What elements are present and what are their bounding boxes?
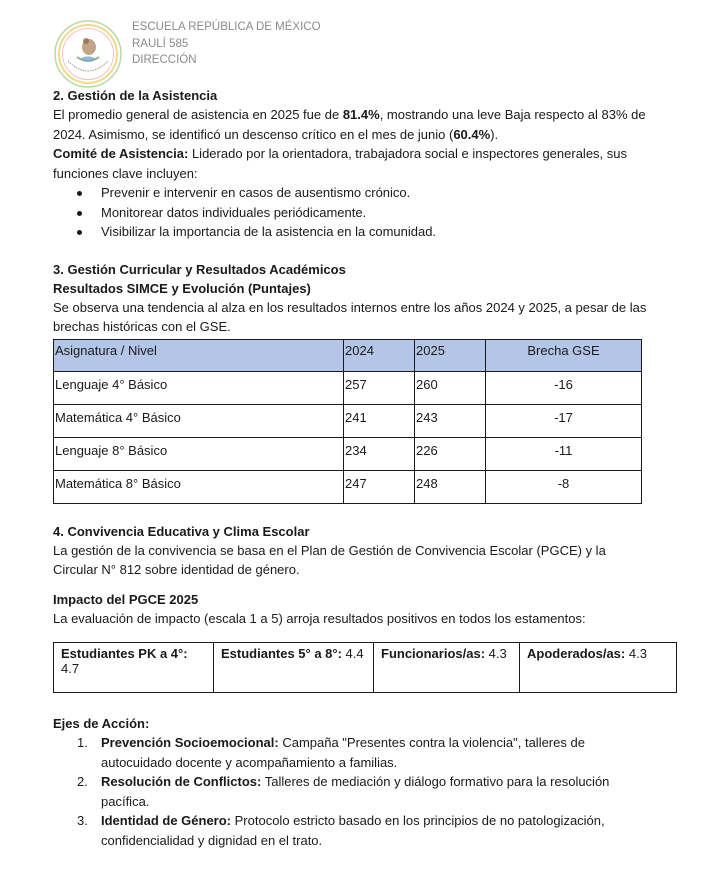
- letterhead: [53, 19, 653, 89]
- section-3-heading: 3. Gestión Curricular y Resultados Académicos: [53, 261, 346, 277]
- table-row: [54, 371, 642, 404]
- list-number: 2.: [77, 774, 88, 789]
- list-item-label: Prevención Socioemocional:: [101, 735, 279, 750]
- cell-gap: -11: [486, 437, 642, 470]
- convivencia-intro: La gestión de la convivencia se basa en el Plan de Gestión de Convivencia Escolar (PGCE) y la Circular N° 812 sobre identidad de género.: [53, 542, 606, 577]
- school-address: RAULÍ 585: [132, 37, 189, 50]
- list-item: [77, 222, 653, 242]
- impact-cell-students-5-8: [214, 643, 374, 693]
- impact-intro: La evaluación de impacto (escala 1 a 5) arroja resultados positivos en todos los estamentos:: [53, 610, 586, 626]
- text-run: El promedio general de asistencia en 2025 fue de: [53, 107, 343, 122]
- list-item-label: Identidad de Género:: [101, 813, 232, 828]
- impact-cell-students-pk4: [54, 643, 214, 693]
- cell-gap: -16: [486, 371, 642, 404]
- table-row: [54, 404, 642, 437]
- bullet-icon: [77, 191, 82, 196]
- impact-label: Estudiantes PK a 4°:: [61, 646, 188, 661]
- impact-value: 4.7: [61, 661, 80, 676]
- section-2-heading: 2. Gestión de la Asistencia: [53, 88, 218, 103]
- table-row: [54, 470, 642, 503]
- cell-subject: Matemática 4° Básico: [54, 404, 344, 437]
- committee-paragraph: [53, 144, 653, 183]
- list-number: 1.: [77, 735, 88, 750]
- cell-subject: Lenguaje 4° Básico: [54, 371, 344, 404]
- cell-2024: 241: [344, 404, 415, 437]
- simce-intro: Se observa una tendencia al alza en los resultados internos entre los años 2024 y 2025, a pesar de las brechas históricas con el GSE.: [53, 299, 647, 334]
- column-header-subject: Asignatura / Nivel: [54, 339, 344, 371]
- list-item-text: Talleres de mediación y diálogo formativo para la resolución pacífica.: [101, 774, 610, 809]
- bullet-icon: [77, 230, 82, 235]
- june-attendance-value: 60.4%: [453, 126, 491, 142]
- impact-scores-table: [53, 642, 677, 693]
- list-item: [77, 772, 653, 811]
- list-item: [77, 183, 653, 203]
- impact-value: 4.3: [485, 646, 507, 661]
- attendance-2025-value: 81.4%: [342, 107, 380, 122]
- list-item-text: Campaña "Presentes contra la violencia", talleres de autocuidado docente y acompañamiento a familias.: [101, 735, 585, 770]
- cell-2024: 234: [344, 437, 415, 470]
- action-axes-list: [77, 733, 653, 850]
- list-item: [77, 203, 653, 223]
- document-body: [53, 86, 653, 850]
- table-row: [54, 437, 642, 470]
- impact-heading: Impacto del PGCE 2025: [53, 591, 199, 607]
- simce-results-table: [53, 339, 642, 504]
- list-item-label: Resolución de Conflictos:: [101, 774, 262, 789]
- list-number: 3.: [77, 813, 88, 828]
- text-run: ).: [490, 126, 499, 142]
- list-item: [77, 733, 653, 772]
- cell-2024: 257: [344, 371, 415, 404]
- column-header-2024: 2024: [344, 339, 415, 371]
- list-item-text: Monitorear datos individuales periódicamente.: [101, 204, 367, 220]
- cell-subject: Lenguaje 8° Básico: [54, 437, 344, 470]
- list-item: [77, 811, 653, 850]
- cell-2025: 243: [415, 404, 486, 437]
- cell-gap: -17: [486, 404, 642, 437]
- department-name: DIRECCIÓN: [132, 54, 197, 66]
- table-header-row: [54, 339, 642, 371]
- cell-gap: -8: [486, 470, 642, 503]
- list-item-text: Prevenir e intervenir en casos de ausentismo crónico.: [101, 185, 411, 200]
- list-item-text: Visibilizar la importancia de la asistencia en la comunidad.: [101, 224, 437, 239]
- cell-2025: 260: [415, 371, 486, 404]
- committee-label: Comité de Asistencia:: [53, 146, 189, 161]
- school-name: ESCUELA REPÚBLICA DE MÉXICO: [132, 21, 321, 33]
- cell-2025: 226: [415, 437, 486, 470]
- text-run: , mostrando una leve Baja respecto al 83% de 2024. Asimismo, se identificó un descenso crítico en el mes de junio (: [53, 107, 646, 142]
- attendance-paragraph: [53, 105, 653, 144]
- impact-label: Funcionarios/as:: [381, 646, 486, 661]
- column-header-2025: 2025: [415, 339, 486, 371]
- table-row: [54, 643, 677, 693]
- impact-label: Estudiantes 5° a 8°:: [221, 646, 342, 661]
- section-4-heading: 4. Convivencia Educativa y Clima Escolar: [53, 523, 310, 539]
- impact-value: 4.4: [341, 646, 364, 661]
- impact-cell-staff: [374, 643, 520, 693]
- cell-2024: 247: [344, 470, 415, 503]
- committee-text: Liderado por la orientadora, trabajadora social e inspectores generales, sus funciones clave incluyen:: [53, 146, 627, 181]
- impact-cell-guardians: [520, 643, 677, 693]
- impact-value: 4.3: [625, 646, 647, 661]
- list-item-text: Protocolo estricto basado en los principios de no patologización, confidencialidad y dignidad en el trato.: [101, 813, 605, 848]
- ejes-heading: Ejes de Acción:: [53, 716, 150, 731]
- cell-2025: 248: [415, 470, 486, 503]
- simce-subheading: Resultados SIMCE y Evolución (Puntajes): [53, 280, 311, 296]
- cell-subject: Matemática 8° Básico: [54, 470, 344, 503]
- bullet-icon: [77, 211, 82, 216]
- school-seal-icon: [53, 19, 123, 89]
- committee-functions-list: [77, 183, 653, 242]
- column-header-gap: Brecha GSE: [486, 339, 642, 371]
- letterhead-text: [132, 19, 321, 69]
- impact-label: Apoderados/as:: [527, 646, 626, 661]
